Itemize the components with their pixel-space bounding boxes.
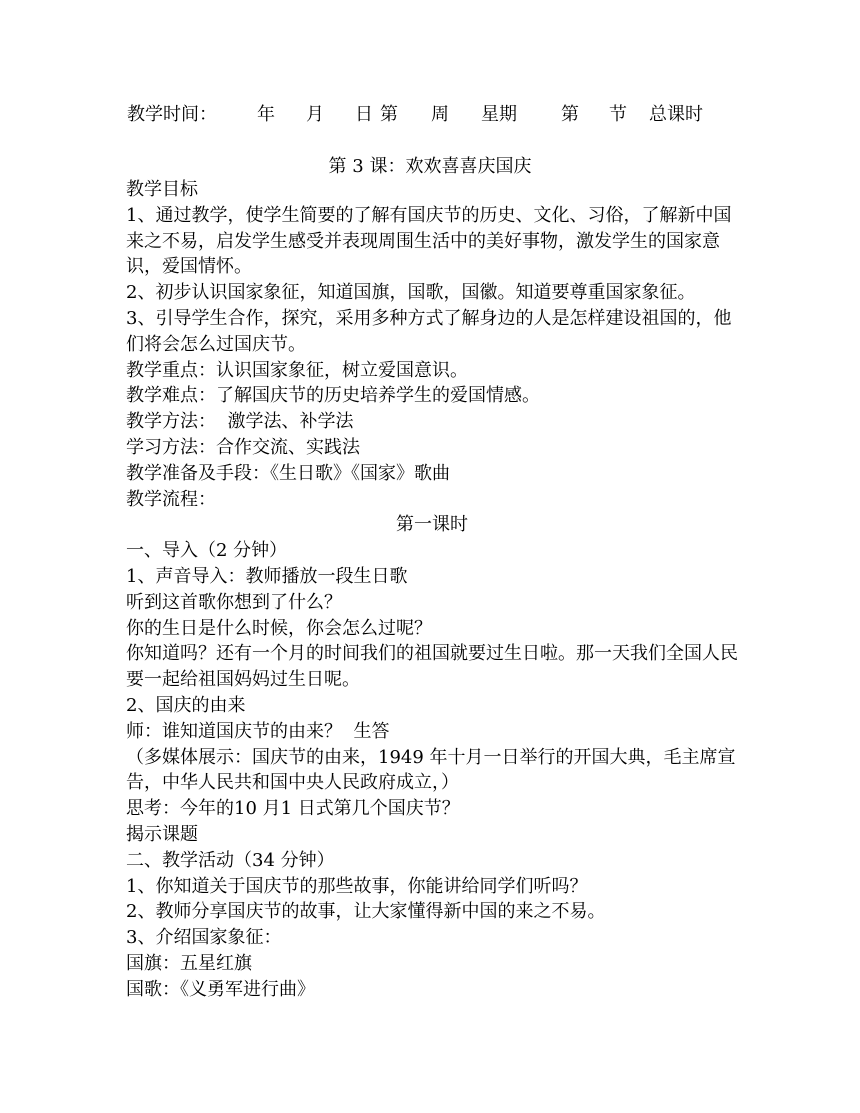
objective-3: 3、引导学生合作，探究，采用多种方式了解身边的人是怎样建设祖国的，他们将会怎么过国庆节。 [126, 307, 732, 355]
national-anthem: 国歌：《义勇军进行曲》 [126, 978, 315, 1000]
origin-question: 师：谁知道国庆节的由来？ 生答 [126, 720, 390, 742]
objective-1: 1、通过教学，使学生简要的了解有国庆节的历史、文化、习俗，了解新中国来之不易，启发学生感受并表现周围生活中的美好事物，激发学生的国家意识，爱国情怀。 [126, 204, 732, 278]
difficult-point: 教学难点：了解国庆节的历史培养学生的爱国情感。 [126, 385, 540, 407]
lesson-title: 第 3 课：欢欢喜喜庆国庆 [328, 156, 532, 177]
intro-question-2: 你的生日是什么时候，你会怎么过呢？ [126, 617, 432, 639]
lesson-time-label: 教学时间： [127, 104, 217, 125]
lesson-time-header [127, 101, 703, 129]
national-flag: 国旗：五星红旗 [126, 952, 252, 974]
first-period-heading: 第一课时 [396, 514, 468, 536]
intro-question-1: 听到这首歌你想到了什么？ [126, 591, 342, 613]
lesson-body [126, 177, 738, 1003]
month-label: 月 [306, 104, 324, 125]
week-prefix-label: 第 [380, 104, 398, 125]
year-label: 年 [257, 104, 275, 125]
intro-step-1: 1、声音导入：教师播放一段生日歌 [126, 565, 408, 587]
activity-2: 2、教师分享国庆节的故事，让大家懂得新中国的来之不易。 [126, 901, 606, 923]
objective-2: 2、初步认识国家象征，知道国旗，国歌，国徽。知道要尊重国家象征。 [126, 282, 696, 304]
day-label: 日 [355, 104, 373, 125]
week-label: 周 [431, 104, 449, 125]
learning-method: 学习方法：合作交流、实践法 [126, 436, 360, 458]
total-periods-label: 总课时 [649, 104, 703, 125]
multimedia-note: （多媒体展示：国庆节的由来，1949 年十月一日举行的开国大典，毛主席宣告，中华人民共和国中央人民政府成立，） [126, 746, 736, 794]
teaching-method: 教学方法： 激学法、补学法 [126, 411, 354, 433]
activity-3: 3、介绍国家象征： [126, 927, 282, 949]
reveal-topic: 揭示课题 [126, 823, 198, 845]
intro-paragraph: 你知道吗？还有一个月的时间我们的祖国就要过生日啦。那一天我们全国人民要一起给祖国妈妈过生日呢。 [126, 643, 738, 691]
activity-1: 1、你知道关于国庆节的那些故事，你能讲给同学们听吗？ [126, 875, 588, 897]
section-intro-heading: 一、导入（2 分钟） [126, 540, 288, 562]
weekday-label: 星期 [481, 104, 517, 125]
origin-heading: 2、国庆的由来 [126, 694, 246, 716]
preparation: 教学准备及手段：《生日歌》《国家》歌曲 [126, 462, 450, 484]
section-prefix-label: 第 [561, 104, 579, 125]
thinking-question: 思考：今年的10 月1 日式第几个国庆节？ [126, 798, 460, 820]
section-label: 节 [609, 104, 627, 125]
objectives-heading: 教学目标 [126, 179, 198, 200]
section-activity-heading: 二、教学活动（34 分钟） [126, 849, 335, 871]
process-heading: 教学流程： [126, 488, 216, 510]
key-point: 教学重点：认识国家象征，树立爱国意识。 [126, 359, 468, 381]
